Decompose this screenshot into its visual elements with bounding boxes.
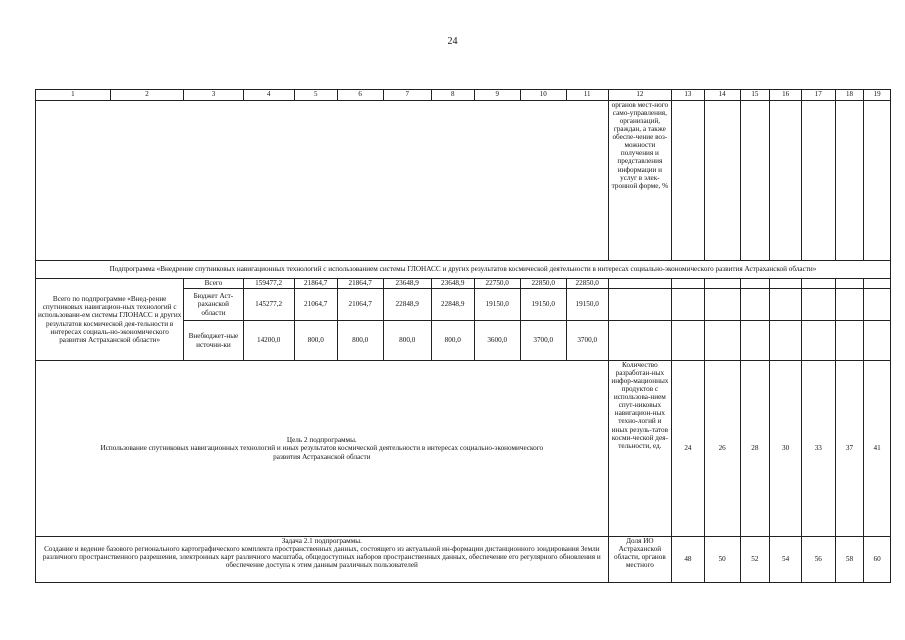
- funding-value: 3600,0: [474, 321, 520, 361]
- task-value: 48: [672, 537, 705, 583]
- funding-value: 22750,0: [474, 279, 520, 289]
- col-num: 19: [864, 90, 891, 101]
- empty-cell: [704, 289, 740, 321]
- col-num: 10: [520, 90, 566, 101]
- goal-value: 24: [672, 361, 705, 537]
- goal-description: Использование спутниковых навигационных технологий и иных результатов космической деятельности в интересах социально-экономического развития Астраханской области: [100, 444, 544, 461]
- funding-value: 145277,2: [243, 289, 294, 321]
- funding-value: 3700,0: [566, 321, 608, 361]
- empty-cell: [835, 279, 864, 289]
- col-num: 16: [770, 90, 802, 101]
- funding-value: 23648,9: [383, 279, 431, 289]
- funding-value: 21864,7: [294, 279, 337, 289]
- empty-cell: [835, 101, 864, 261]
- task-description: Создание и ведение базового регионального картографического комплекта пространственных данных, состоящего из актуальной ин-формации дистанционного зондирования Земли различного пространственного разрешения, электронных карт различного масштаба, общедоступных наборов пространственных данных, обеспечение его регулярного обновления и обеспечение доступа к этим данным различных пользователей: [42, 545, 601, 570]
- empty-cell: [608, 289, 671, 321]
- column-number-row: [36, 90, 891, 101]
- funding-value: 800,0: [383, 321, 431, 361]
- funding-value: 22848,9: [431, 289, 474, 321]
- program-table: [35, 89, 891, 583]
- col-num: 1: [36, 90, 111, 101]
- funding-value: 800,0: [294, 321, 337, 361]
- task-value: 56: [801, 537, 835, 583]
- empty-cell: [770, 321, 802, 361]
- empty-cell: [704, 321, 740, 361]
- empty-cell: [672, 289, 705, 321]
- col-num: 11: [566, 90, 608, 101]
- col-num: 14: [704, 90, 740, 101]
- empty-cell: [740, 101, 770, 261]
- col-num: 17: [801, 90, 835, 101]
- funding-source: Бюджет Аст-раханской области: [184, 289, 243, 321]
- subprogram-title: Подпрограмма «Внедрение спутниковых навигационных технологий с использованием системы ГЛОНАСС и других результатов космической деятельности в интересах социально-экономического развития Астраханской области»: [36, 261, 891, 279]
- funding-value: 3700,0: [520, 321, 566, 361]
- funding-value: 21864,7: [337, 279, 383, 289]
- empty-cell: [835, 321, 864, 361]
- task-row: [36, 537, 891, 583]
- col-num: 3: [184, 90, 243, 101]
- funding-value: 19150,0: [474, 289, 520, 321]
- funding-value: 22848,9: [383, 289, 431, 321]
- col-num: 9: [474, 90, 520, 101]
- goal-value: 37: [835, 361, 864, 537]
- subprogram-row: [36, 261, 891, 279]
- subprogram-total-label: Всего по подпрограмме «Внед-рение спутниковых навигацион-ных технологий с использовани-ем системы ГЛОНАСС и других результатов космической дея-тельности в интересах социаль-но-экономического развития Астраханской области»: [36, 279, 184, 361]
- goal-value: 28: [740, 361, 770, 537]
- empty-cell: [608, 321, 671, 361]
- funding-value: 800,0: [337, 321, 383, 361]
- funding-value: 21064,7: [294, 289, 337, 321]
- funding-row-total: [36, 279, 891, 289]
- funding-value: 19150,0: [566, 289, 608, 321]
- funding-value: 159477,2: [243, 279, 294, 289]
- empty-cell: [864, 279, 891, 289]
- empty-cell: [801, 289, 835, 321]
- task-value: 60: [864, 537, 891, 583]
- empty-cell: [864, 289, 891, 321]
- col-num: 13: [672, 90, 705, 101]
- empty-cell: [864, 101, 891, 261]
- task-indicator: Доля ИО Астраханской области, органов местного: [608, 537, 671, 583]
- col-num: 4: [243, 90, 294, 101]
- empty-cell: [672, 101, 705, 261]
- funding-value: 22850,0: [566, 279, 608, 289]
- funding-source: Внебюджет-ные источни-ки: [184, 321, 243, 361]
- funding-value: 21064,7: [337, 289, 383, 321]
- goal-row: [36, 361, 891, 537]
- col-num: 2: [110, 90, 184, 101]
- funding-value: 14200,0: [243, 321, 294, 361]
- empty-cell: [740, 289, 770, 321]
- task-value: 52: [740, 537, 770, 583]
- funding-value: 19150,0: [520, 289, 566, 321]
- funding-value: 800,0: [431, 321, 474, 361]
- empty-cell: [704, 101, 740, 261]
- col-num: 6: [337, 90, 383, 101]
- funding-value: 22850,0: [520, 279, 566, 289]
- empty-cell: [835, 289, 864, 321]
- col-num: 12: [608, 90, 671, 101]
- empty-cell: [801, 101, 835, 261]
- goal-indicator: Количество разработан-ных инфор-мационных продуктов с использова-нием спут-никовых навигацион-ных техно-логий и иных резуль-татов косми-ческой дея-тельности, ед.: [608, 361, 671, 537]
- empty-cell: [801, 279, 835, 289]
- goal-text: [36, 361, 609, 537]
- empty-cell: [770, 289, 802, 321]
- goal-value: 26: [704, 361, 740, 537]
- col-num: 5: [294, 90, 337, 101]
- empty-cell: [801, 321, 835, 361]
- task-title: Задача 2.1 подпрограммы.: [281, 537, 362, 545]
- empty-cell: [704, 279, 740, 289]
- task-value: 58: [835, 537, 864, 583]
- col-num: 7: [383, 90, 431, 101]
- carryover-row: [36, 101, 891, 261]
- task-value: 50: [704, 537, 740, 583]
- col-num: 18: [835, 90, 864, 101]
- goal-value: 30: [770, 361, 802, 537]
- carryover-indicator: органов мест-ного само-управления, организаций, граждан, а также обеспе-чение воз-можности получения и представления информации и услуг в элек-тронной форме, %: [608, 101, 671, 261]
- task-text: [36, 537, 609, 583]
- empty-cell: [672, 321, 705, 361]
- empty-cell: [672, 279, 705, 289]
- funding-source: Всего: [184, 279, 243, 289]
- empty-cell: [740, 279, 770, 289]
- col-num: 15: [740, 90, 770, 101]
- empty-cell: [864, 321, 891, 361]
- page-number: 24: [447, 36, 458, 47]
- task-value: 54: [770, 537, 802, 583]
- empty-cell: [770, 279, 802, 289]
- funding-value: 23648,9: [431, 279, 474, 289]
- empty-cell: [740, 321, 770, 361]
- goal-title: Цель 2 подпрограммы.: [286, 436, 357, 445]
- carryover-empty: [36, 101, 609, 261]
- empty-cell: [770, 101, 802, 261]
- col-num: 8: [431, 90, 474, 101]
- goal-value: 33: [801, 361, 835, 537]
- goal-value: 41: [864, 361, 891, 537]
- empty-cell: [608, 279, 671, 289]
